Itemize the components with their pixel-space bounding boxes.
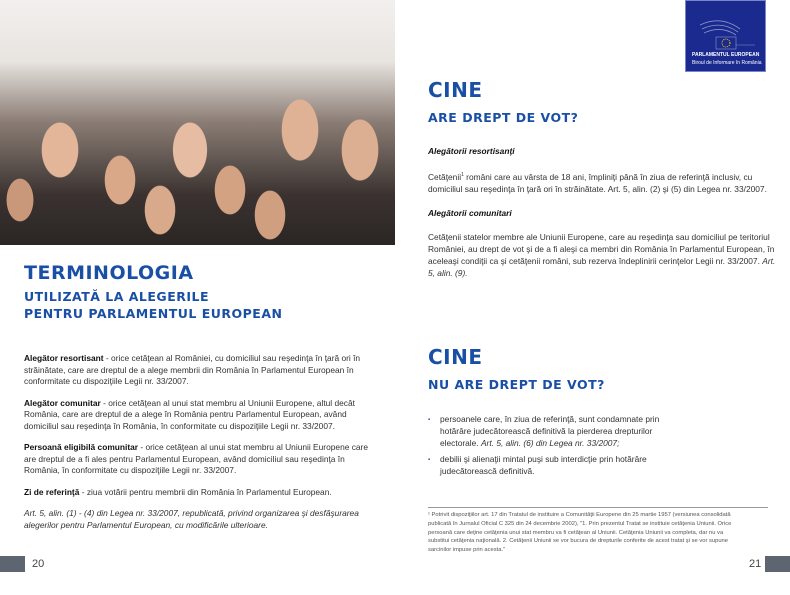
footnote-divider [428,507,768,508]
term-entry [24,487,369,499]
term-entry [24,353,369,388]
section-subtitle: NU ARE DREPT DE VOT? [428,377,605,392]
subtitle-line-1: UTILIZATĂ LA ALEGERILE [24,289,210,304]
text: persoanele care, în ziua de referinţă, sunt condamnate prin hotărâre judecătorească definitivă la pierderea drepturilor electorale. [440,414,660,448]
heading-comunitari: Alegătorii comunitari [428,207,512,218]
text: Cetăţenii [428,171,462,182]
law-reference: Art. 5, alin. (6) din Legea nr. 33/2007; [480,438,620,448]
page-subtitle [24,288,282,322]
voters-section [428,145,783,279]
law-reference: Art. 5, alin. (9). [428,255,776,278]
term-entry [24,442,369,477]
term-entry [24,398,369,433]
footnote-mark[interactable]: 1 [461,172,464,178]
page-number-left: 20 [32,558,45,570]
raised-hands-photo [0,0,395,245]
footnote: ¹ Potrivit dispoziţiilor art. 17 din Tratatul de instituire a Comunităţii Europene din 25 martie 1957 (versiunea consolidată publicată în Jurnalul Oficial C 325 din 24 decembrie 2002), "1. Prin prezentul Tratat se instituie cetăţenia Uniunii. Orice persoană care deţine cetăţenia unui stat membru va fi cetăţean al Uniunii. Cetăţenia Uniunii va completa, dar nu va substitui cetăţenia naţională. 2. Cetăţenii Uniunii se vor bucura de drepturile conferite de acest tratat şi se vor supune sarcinilor impuse prin acesta." [428,512,732,554]
non-voters-list [428,413,668,481]
heading-resortisanti: Alegătorii resortisanţi [428,146,515,156]
paragraph-resortisanti [428,169,783,195]
definition: - orice cetăţean al României, cu domiciliul sau reşedinţa în ţară ori în străinătate, care are dreptul de a alege membrii din România în Parlamentul European în conformitate cu dispoziţiile Legii nr. 33/2007. [24,353,361,386]
term: Alegător comunitar [24,397,101,408]
section-subtitle: ARE DREPT DE VOT? [428,110,579,125]
paragraph-comunitari [428,231,783,279]
text: Cetăţenii statelor membre ale Uniunii Europene, care au reşedinţa sau domiciliul pe teritoriul României, au drept de vot şi de a fi aleşi ca membri din România în Parlamentul European, în aceleaşi condiţii ca şi cetăţenii români, sub rezerva îndeplinirii cerinţelor Legii nr. 33/2007. [428,231,775,266]
section-title: CINE [428,78,483,102]
parliament-logo [685,0,766,72]
term: Alegător resortisant [24,353,104,363]
logo-line-2: Biroul de Informare în România [692,60,762,66]
text: debilii şi alienaţii mintal puşi sub interdicţie prin hotărâre judecătorească definitivă. [440,454,647,476]
page-number-right: 21 [749,558,762,570]
list-item [428,413,668,449]
list-item [428,453,668,477]
text: români care au vârsta de 18 ani, împliniţi până în ziua de referinţă inclusiv, cu domiciliul sau reşedinţa în ţară ori în străinătate. Art. 5, alin. (2) şi (5) din Legea nr. 33/2007. [428,171,767,194]
page-tab-right [765,556,790,572]
term: Zi de referinţă [24,486,80,497]
subtitle-line-2: PENTRU PARLAMENTUL EUROPEAN [24,306,283,321]
page-tab-left [0,556,25,572]
section-title: CINE [428,345,483,369]
definition: - orice cetăţean al unui stat membru al Uniunii Europene, altul decât România, care are dreptul de a alege în România pentru Parlamentul European, având domiciliul sau reşedinţa în România, în conformitate cu dispoziţiile Legii nr. 33/2007. [24,397,355,431]
parliament-building-icon [686,1,766,51]
logo-line-1: PARLAMENTUL EUROPEAN [692,52,760,58]
definition: - ziua votării pentru membrii din România în Parlamentul European. [79,486,332,497]
definition: - orice cetăţean al unui stat membru al Uniunii Europene care are dreptul de a fi ales pentru Parlamentul European, având domiciliul sau reşedinţa în România, în conformitate cu dispoziţiile Legii nr. 33/2007. [24,442,369,475]
page-title: TERMINOLOGIA [24,262,194,284]
terms-list [24,353,369,531]
term: Persoană eligibilă comunitar [24,442,139,452]
source-note: Art. 5, alin. (1) - (4) din Legea nr. 33/2007, republicată, privind organizarea şi desfăşurarea alegerilor pentru Parlamentul European, cu modificările ulterioare. [24,508,359,530]
